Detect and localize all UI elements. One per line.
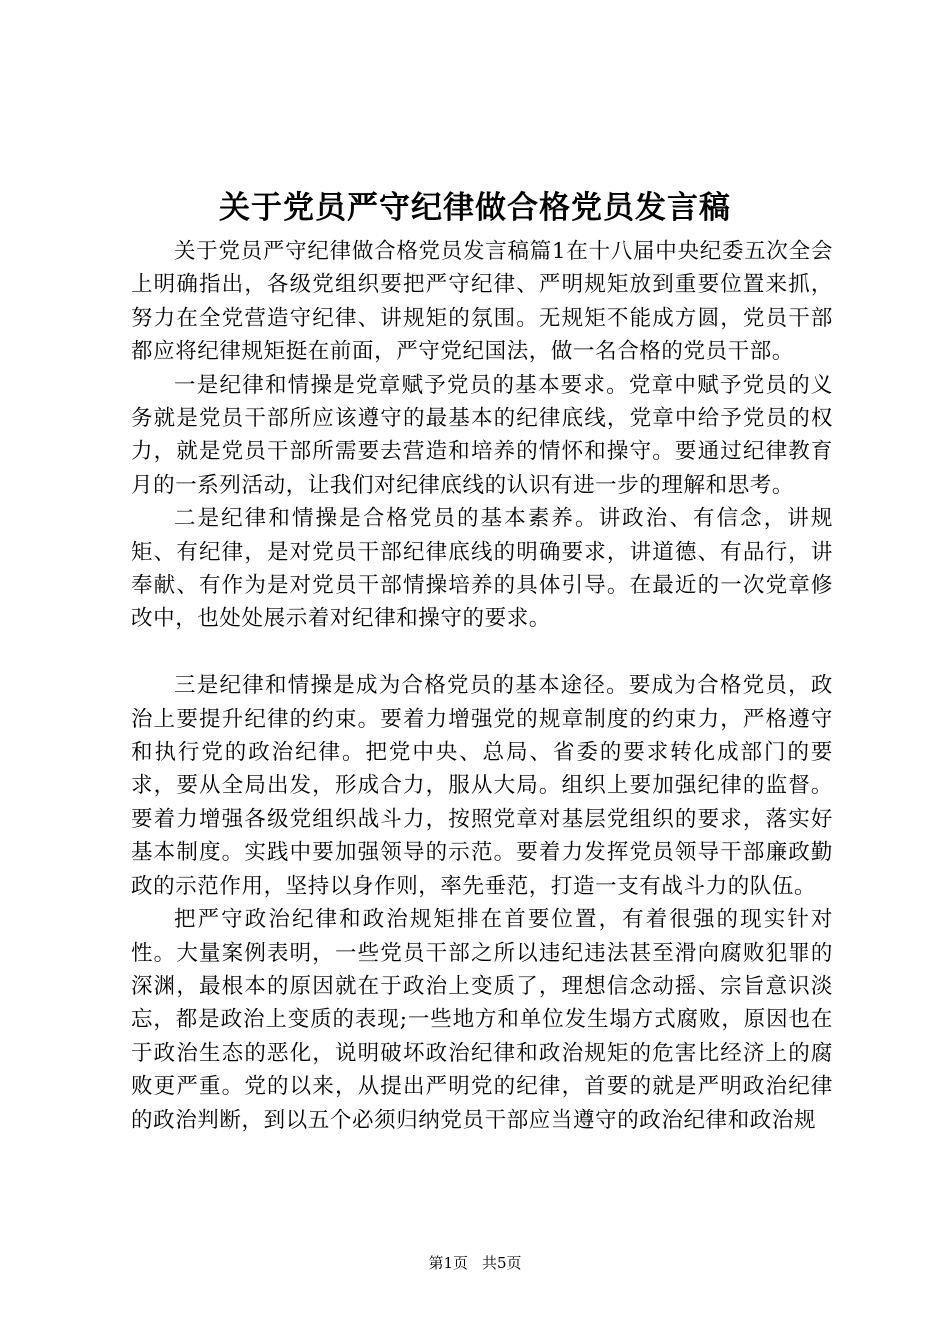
document-body <box>131 235 833 1137</box>
page-number-current: 第1页 <box>428 1254 468 1272</box>
paragraph-spacer <box>131 636 833 669</box>
page-number-total: 共5页 <box>482 1254 522 1272</box>
paragraph-1: 关于党员严守纪律做合格党员发言稿篇1在十八届中央纪委五次全会上明确指出，各级党组织要把严守纪律、严明规矩放到重要位置来抓，努力在全党营造守纪律、讲规矩的氛围。无规矩不能成方圆，党员干部都应将纪律规矩挺在前面，严守党纪国法，做一名合格的党员干部。 <box>131 239 833 365</box>
paragraph-4: 三是纪律和情操是成为合格党员的基本途径。要成为合格党员，政治上要提升纪律的约束。要着力增强党的规章制度的约束力，严格遵守和执行党的政治纪律。把党中央、总局、省委的要求转化成部门的要求，要从全局出发，形成合力，服从大局。组织上要加强纪律的监督。要着力增强各级党组织战斗力，按照党章对基层党组织的要求，落实好基本制度。实践中要加强领导的示范。要着力发挥党员领导干部廉政勤政的示范作用，坚持以身作则，率先垂范，打造一支有战斗力的队伍。 <box>131 673 833 899</box>
document-title: 关于党员严守纪律做合格党员发言稿 <box>219 190 731 226</box>
paragraph-2: 一是纪律和情操是党章赋予党员的基本要求。党章中赋予党员的义务就是党员干部所应该遵守的最基本的纪律底线，党章中给予党员的权力，就是党员干部所需要去营造和培养的情怀和操守。要通过纪律教育月的一系列活动，让我们对纪律底线的认识有进一步的理解和思考。 <box>131 372 833 498</box>
paragraph-3: 二是纪律和情操是合格党员的基本素养。讲政治、有信念，讲规矩、有纪律，是对党员干部纪律底线的明确要求，讲道德、有品行，讲奉献、有作为是对党员干部情操培养的具体引导。在最近的一次党章修改中，也处处展示着对纪律和操守的要求。 <box>131 506 833 632</box>
paragraph-5: 把严守政治纪律和政治规矩排在首要位置，有着很强的现实针对性。大量案例表明，一些党员干部之所以违纪违法甚至滑向腐败犯罪的深渊，最根本的原因就在于政治上变质了，理想信念动摇、宗旨意识淡忘，都是政治上变质的表现;一些地方和单位发生塌方式腐败，原因也在于政治生态的恶化，说明破坏政治纪律和政治规矩的危害比经济上的腐败更严重。党的以来，从提出严明党的纪律，首要的就是严明政治纪律的政治判断，到以五个必须归纳党员干部应当遵守的政治纪律和政治规 <box>131 907 833 1133</box>
page-footer <box>0 1253 950 1273</box>
